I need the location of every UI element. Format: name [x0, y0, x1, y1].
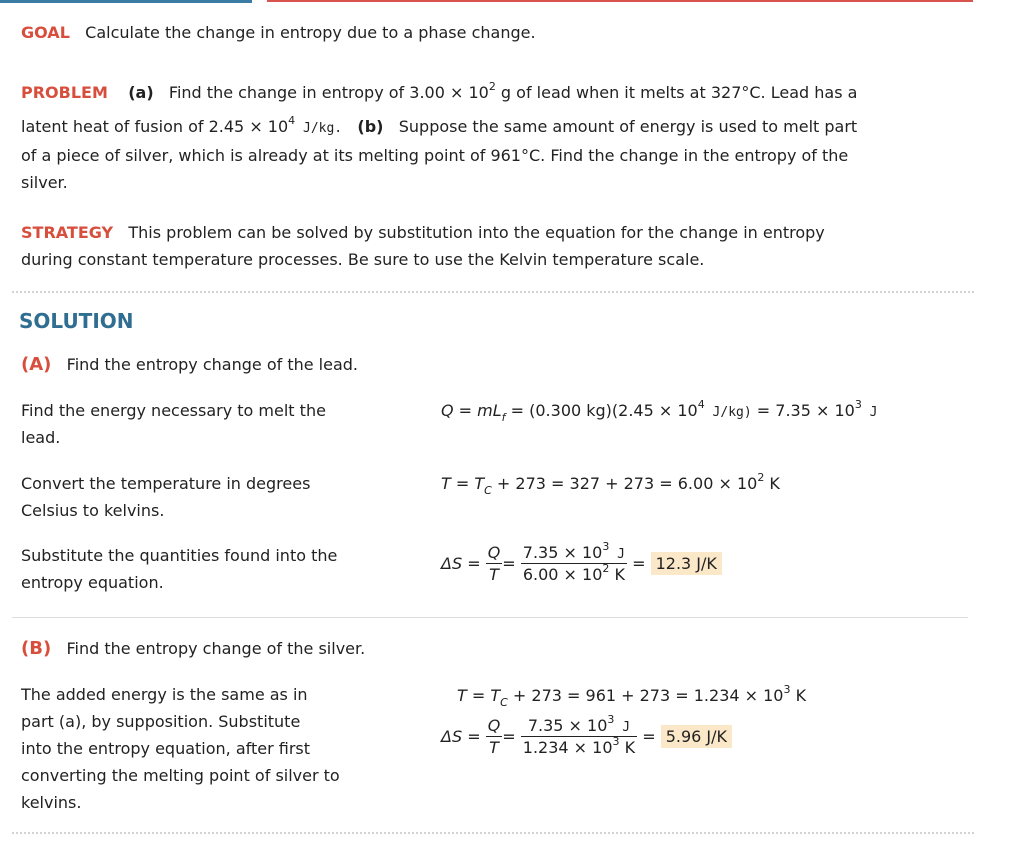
strategy-block: [21, 219, 981, 273]
q-over-t-fraction: [486, 543, 503, 584]
eq-rest: + 273 = 327 + 273 = 6.00 × 10: [491, 474, 758, 493]
denominator: T: [489, 738, 499, 757]
part-b-equation-1: [457, 683, 807, 709]
top-accent-bar-red: [267, 0, 973, 2]
solution-title: SOLUTION: [19, 309, 134, 333]
value-fraction: [521, 540, 627, 584]
eq-rest: + 273 = 961 + 273 = 1.234 × 10: [507, 686, 784, 705]
part-a-step-3-text: [21, 542, 401, 596]
den-value: 6.00 × 10: [522, 565, 603, 584]
text-line: lead.: [21, 428, 61, 447]
exponent: 3: [607, 713, 615, 726]
problem-line-1: [21, 79, 981, 106]
problem-block: [21, 79, 981, 196]
goal-label: GOAL: [21, 23, 70, 42]
unit: J: [614, 720, 631, 735]
unit: J/kg.: [295, 121, 343, 136]
part-a-step-2-equation: [441, 471, 780, 497]
part-b-heading-line: [21, 635, 365, 662]
problem-part-a-text-2: g of lead when it melts at 327°C. Lead has a: [495, 83, 858, 102]
result-highlight: 5.96 J/K: [661, 725, 732, 748]
part-b-label: (B): [21, 638, 52, 659]
text-line: Convert the temperature in degrees: [21, 474, 311, 493]
exponent: 2: [757, 471, 765, 484]
text-line: entropy equation.: [21, 573, 164, 592]
equals: =: [632, 554, 646, 573]
text-line: Celsius to kelvins.: [21, 501, 165, 520]
subscript: f: [501, 411, 506, 424]
numerator: [521, 713, 637, 737]
problem-line-2: [21, 113, 981, 142]
part-b-heading: Find the entropy change of the silver.: [66, 639, 366, 658]
solid-divider: [12, 617, 968, 618]
eq-mid: = (0.300 kg)(2.45 × 10: [505, 401, 698, 420]
problem-part-b-label: (b): [357, 117, 384, 136]
exponent: 2: [488, 80, 496, 93]
denominator: [521, 564, 627, 584]
problem-line-4: silver.: [21, 173, 68, 192]
part-a-step-1-equation: [441, 398, 878, 424]
subscript: C: [484, 484, 492, 497]
denominator: T: [489, 565, 499, 584]
goal-line: [21, 19, 536, 46]
part-a-heading: Find the entropy change of the lead.: [66, 355, 359, 374]
problem-part-b-text: Suppose the same amount of energy is used to melt part: [398, 117, 858, 136]
strategy-line-1: [21, 219, 981, 246]
eq-lhs: T = T: [457, 686, 501, 705]
delta-s: ΔS =: [441, 727, 481, 746]
unit: K: [609, 565, 625, 584]
exponent: 3: [612, 735, 620, 748]
unit: J: [609, 547, 625, 562]
part-b-step-text: [21, 681, 401, 816]
exponent: 3: [854, 398, 862, 411]
text-line: converting the melting point of silver to: [21, 766, 340, 785]
unit: K: [619, 738, 636, 757]
denominator: [521, 737, 637, 757]
exponent: 4: [288, 114, 296, 127]
eq-rest: = 7.35 × 10: [751, 401, 855, 420]
equals: =: [502, 554, 516, 573]
problem-part-a-label: (a): [128, 83, 154, 102]
subscript: C: [500, 696, 508, 709]
exponent: 3: [602, 540, 610, 553]
num-value: 7.35 × 10: [527, 716, 608, 735]
strategy-text-1: This problem can be solved by substitution into the equation for the change in entropy: [128, 223, 825, 242]
part-a-label: (A): [21, 354, 52, 375]
unit: K: [790, 686, 807, 705]
part-a-step-1-text: [21, 397, 401, 451]
strategy-label: STRATEGY: [21, 223, 114, 242]
exponent: 2: [602, 562, 610, 575]
num-value: 7.35 × 10: [522, 543, 603, 562]
exponent: 4: [697, 398, 705, 411]
text-line: Substitute the quantities found into the: [21, 546, 338, 565]
problem-part-a-text-1: Find the change in entropy of 3.00 × 10: [168, 83, 489, 102]
exponent: 3: [783, 683, 791, 696]
strategy-line-2: during constant temperature processes. Be sure to use the Kelvin temperature scale.: [21, 250, 705, 269]
unit: J/kg): [704, 405, 752, 420]
text-line: into the entropy equation, after first: [21, 739, 311, 758]
unit: K: [764, 474, 780, 493]
value-fraction: [521, 713, 637, 757]
text-line: The added energy is the same as in: [21, 685, 308, 704]
result-highlight: 12.3 J/K: [651, 552, 722, 575]
top-accent-bar-blue: [0, 0, 252, 3]
numerator: [521, 540, 627, 564]
q-over-t-fraction: [486, 716, 503, 757]
equals: =: [502, 727, 516, 746]
numerator: Q: [487, 716, 501, 735]
part-a-heading-line: [21, 351, 358, 378]
dotted-divider-top: [12, 291, 974, 293]
dotted-divider-bottom: [12, 832, 974, 834]
text-line: kelvins.: [21, 793, 82, 812]
text-line: part (a), by supposition. Substitute: [21, 712, 301, 731]
goal-text: Calculate the change in entropy due to a phase change.: [85, 23, 536, 42]
unit: J: [861, 405, 878, 420]
eq-lhs: Q = mL: [441, 401, 502, 420]
equals: =: [642, 727, 656, 746]
problem-line-2-text: latent heat of fusion of 2.45 × 10: [21, 117, 289, 136]
part-a-step-2-text: [21, 470, 401, 524]
delta-s: ΔS =: [441, 554, 481, 573]
problem-line-3: of a piece of silver, which is already at its melting point of 961°C. Find the change in the entropy of the: [21, 146, 849, 165]
problem-label: PROBLEM: [21, 83, 108, 102]
text-line: Find the energy necessary to melt the: [21, 401, 326, 420]
numerator: Q: [487, 543, 501, 562]
den-value: 1.234 × 10: [522, 738, 613, 757]
part-b-equation-2: [441, 713, 732, 757]
eq-lhs: T = T: [441, 474, 485, 493]
part-a-step-3-equation: [441, 540, 722, 584]
